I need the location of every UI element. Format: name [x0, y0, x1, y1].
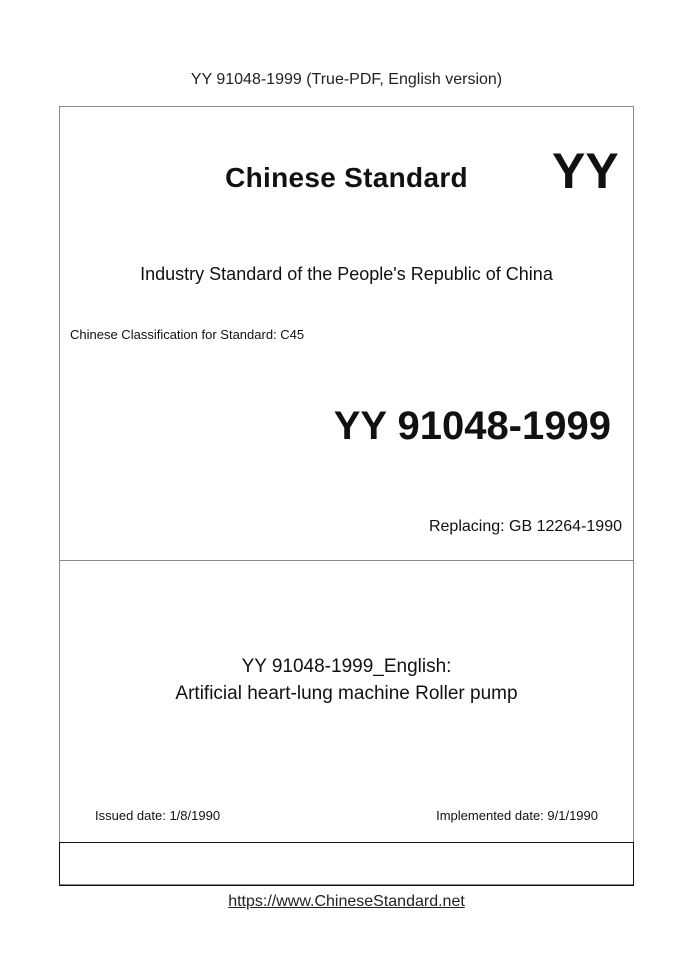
issued-date: Issued date: 1/8/1990 [95, 808, 221, 823]
document-header-label: YY 91048-1999 (True-PDF, English version) [190, 71, 503, 88]
document-title [0, 653, 693, 707]
industry-line: Industry Standard of the People's Republic of China [140, 264, 553, 284]
replacing-line: Replacing: GB 12264-1990 [428, 518, 622, 535]
section-divider [59, 560, 634, 561]
standard-number: YY 91048-1999 [333, 404, 611, 448]
document-title-line-1: YY 91048-1999_English: [241, 656, 452, 677]
standard-mark: YY [552, 143, 619, 199]
website-link[interactable]: https://www.ChineseStandard.net [228, 893, 465, 910]
classification-line: Chinese Classification for Standard: C45 [70, 327, 305, 342]
cover-frame [59, 106, 634, 885]
document-title-line-2: Artificial heart-lung machine Roller pump [175, 683, 518, 704]
implemented-date: Implemented date: 9/1/1990 [436, 808, 598, 823]
footer-box [59, 842, 634, 886]
cover-heading: Chinese Standard [225, 162, 468, 193]
